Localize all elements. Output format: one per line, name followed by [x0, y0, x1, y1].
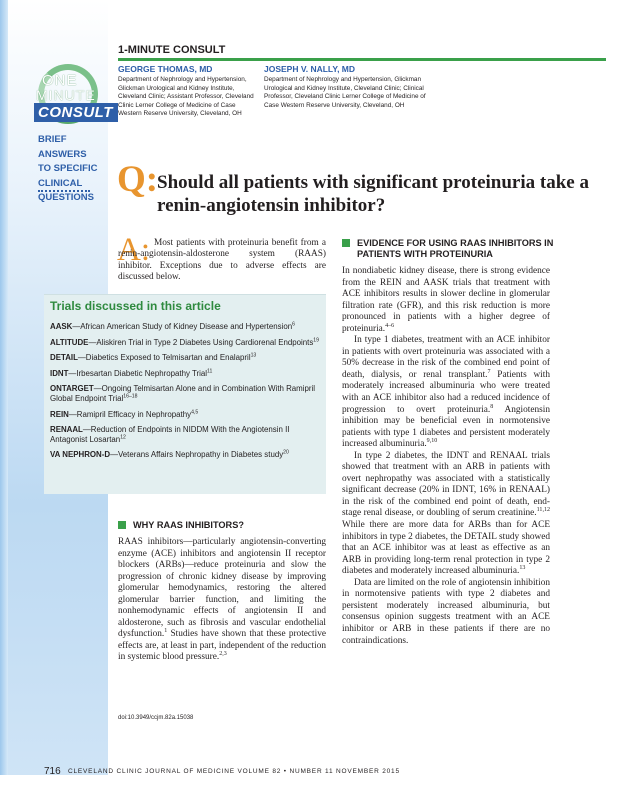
- green-square-icon: [118, 521, 126, 529]
- trial-abbr: ONTARGET: [50, 384, 94, 394]
- trial-item: [50, 322, 324, 332]
- trial-item: [50, 369, 324, 379]
- trial-desc: —Diabetics Exposed to Telmisartan and Enalapril: [77, 353, 251, 363]
- author-block: [264, 64, 434, 110]
- tagline-line: CLINICAL: [38, 177, 83, 189]
- doi: doi:10.3949/ccjm.82a.15038: [118, 715, 194, 721]
- trial-item: [50, 353, 324, 363]
- trials-title: Trials discussed in this article: [50, 299, 221, 313]
- trial-item: [50, 338, 324, 348]
- author-block: [118, 64, 258, 119]
- text-run: Studies have shown that these protective effects are, at least in part, independent of the reduction in systemic blood pressure.: [118, 629, 326, 663]
- trial-abbr: ALTITUDE: [50, 337, 89, 347]
- trial-abbr: DETAIL: [50, 353, 78, 363]
- trial-desc: —Reduction of Endpoints in NIDDM With the Angiotensin II Antagonist Losartan: [50, 425, 290, 444]
- tagline-line: QUESTIONS: [38, 192, 94, 203]
- green-square-icon: [342, 239, 350, 247]
- trial-ref: 20: [283, 449, 289, 456]
- text-run: Data are limited on the role of angiotensin inhibition in normotensive patients with type 2 diabetes and persistent moderately increased albuminuria, but consensus opinion suggests treatment with an ACE inhibitor or ARB in these patients if there are no contraindications.: [342, 577, 550, 646]
- trial-item: [50, 384, 324, 403]
- logo-word-consult: CONSULT: [34, 103, 118, 122]
- paragraph: [342, 335, 550, 450]
- why-heading-text: WHY RAAS INHIBITORS?: [133, 520, 244, 530]
- sidebar-edge: [0, 0, 8, 775]
- page-number: 716: [44, 766, 61, 777]
- trial-desc: —Ramipril Efficacy in Nephropathy: [68, 409, 192, 419]
- trial-abbr: VA NEPHRON-D: [50, 450, 111, 460]
- trial-item: [50, 450, 324, 460]
- question-text: Should all patients with significant proteinuria take a renin-angiotensin inhibitor?: [157, 172, 589, 216]
- trial-desc: —Aliskiren Trial in Type 2 Diabetes Using Cardiorenal Endpoints: [88, 337, 314, 347]
- trial-ref: 4,5: [191, 408, 199, 415]
- text-run: Angiotensin inhibition may be beneficial even in normotensive patients with type 1 diabetes and persistent moderately increased albuminuria.: [342, 404, 550, 450]
- citation: 2,3: [219, 651, 227, 658]
- evidence-heading-text: EVIDENCE FOR USING RAAS INHIBITORS IN PATIENTS WITH PROTEINURIA: [357, 238, 554, 259]
- paragraph: [342, 451, 550, 578]
- trial-desc: —Veterans Affairs Nephropathy in Diabetes study: [110, 450, 284, 460]
- evidence-heading: [342, 238, 557, 260]
- logo-word-minute: MINUTE: [36, 87, 96, 103]
- citation: 13: [519, 565, 526, 572]
- answer-text: [118, 238, 326, 284]
- trial-ref: 12: [120, 434, 126, 441]
- evidence-body: [342, 266, 550, 647]
- why-body: [118, 537, 326, 664]
- citation: 1: [164, 628, 168, 635]
- citation: 7: [487, 368, 491, 375]
- trial-ref: 11: [207, 368, 213, 375]
- citation: 8: [490, 403, 494, 410]
- trial-desc: —African American Study of Kidney Disease and Hypertension: [72, 322, 293, 331]
- text-run: In type 1 diabetes, treatment with an ACE inhibitor in patients with overt proteinuria was associated with a 50% decrease in the risk of the combined end point of death, dialysis, or renal transplant.: [342, 335, 550, 380]
- trial-item: [50, 425, 324, 444]
- trial-ref: 6: [292, 321, 295, 328]
- trials-box: [44, 294, 326, 494]
- author-affiliation: Department of Nephrology and Hypertension, Glickman Urological and Kidney Institute, Cleveland Clinic; Assistant Professor, Cleveland Clinic Lerner College of Medicine of Case Western Reserve University, Cleveland, OH: [118, 76, 254, 118]
- trial-item: [50, 410, 324, 420]
- tagline-line: TO SPECIFIC: [38, 163, 98, 174]
- text-run: Patients with moderately increased albuminuria who were treated with an ACE inhibitor also had a reduced incidence of progression to overt proteinuria.: [342, 369, 551, 415]
- trial-abbr: RENAAL: [50, 425, 83, 435]
- text-run: While there are more data for ARBs than for ACE inhibitors in type 2 diabetes, the DETAIL study showed that an ACE inhibitor was at least as effective as an ARB in providing long-term renal protection in type 2 diabetes and moderately increased albuminuria.: [342, 520, 550, 577]
- trial-abbr: REIN: [50, 409, 69, 419]
- header-rule: [118, 58, 606, 61]
- trial-ref: 19: [313, 336, 319, 343]
- journal-footer: CLEVELAND CLINIC JOURNAL OF MEDICINE VOLUME 82 • NUMBER 11 NOVEMBER 2015: [68, 768, 400, 775]
- trial-desc: —Ongoing Telmisartan Alone and in Combination With Ramipril Global Endpoint Trial: [50, 384, 316, 403]
- paragraph: [342, 266, 550, 335]
- trials-list: [50, 322, 324, 466]
- citation: 9,10: [426, 438, 438, 445]
- text-run: In type 2 diabetes, the IDNT and RENAAL trials showed that treatment with an ARB in patients with overt nephropathy was associated with a statistically significant decrease (20% in IDNT, 16% in RENAAL) in the risk of the combined end point of death, end-stage renal disease, or doubling of serum creatinine.: [342, 450, 550, 519]
- citation: 4–6: [385, 322, 395, 329]
- paragraph: [342, 578, 550, 647]
- citation: 11,12: [536, 507, 550, 514]
- one-minute-consult-logo: [30, 58, 118, 130]
- trial-ref: 13: [250, 352, 257, 359]
- text-run: In nondiabetic kidney disease, there is strong evidence from the REIN and AASK trials that treatment with ACE inhibitors results in slower decline in glomerular filtration rate (GFR), and this risk reduction is more pronounced in patients with a higher degree of proteinuria.: [342, 266, 550, 334]
- section-label: 1-MINUTE CONSULT: [118, 44, 226, 56]
- trial-abbr: AASK: [50, 322, 73, 331]
- author-name: GEORGE THOMAS, MD: [118, 64, 213, 74]
- answer-body: Most patients with proteinuria benefit from a renin-angiotensin-aldosterone system (RAAS) inhibitor. Exceptions due to adverse effects are discussed below.: [118, 238, 326, 283]
- author-name: JOSEPH V. NALLY, MD: [264, 64, 356, 74]
- sidebar-tagline: [38, 133, 110, 206]
- logo-word-one: ONE: [42, 72, 78, 89]
- tagline-line: BRIEF ANSWERS: [38, 134, 87, 160]
- why-heading: [118, 520, 318, 531]
- trial-abbr: IDNT: [50, 368, 69, 378]
- answer-letter: A:: [117, 232, 150, 268]
- tagline-divider: [38, 190, 90, 192]
- author-affiliation: Department of Nephrology and Hypertension, Glickman Urological and Kidney Institute, Cleveland Clinic; Clinical Professor, Cleveland Clinic Lerner College of Medicine of Case Western Reserve University, Cleveland, OH: [264, 76, 426, 109]
- text-run: RAAS inhibitors—particularly angiotensin-converting enzyme (ACE) inhibitors and angiotensin II receptor blockers (ARBs)—reduce proteinuria and slow the progression of chronic kidney disease by improving glomerular hemodynamics, restoring the altered glomerular barrier function, and limiting the nonhemodynamic effects of angiotensin II and aldosterone, such as fibrosis and vascular endothelial dysfunction.: [118, 537, 326, 640]
- question-letter: Q:: [117, 159, 159, 200]
- paragraph: [118, 537, 326, 664]
- trial-desc: —Irbesartan Diabetic Nephropathy Trial: [68, 368, 208, 378]
- trial-ref: 16–18: [123, 393, 138, 400]
